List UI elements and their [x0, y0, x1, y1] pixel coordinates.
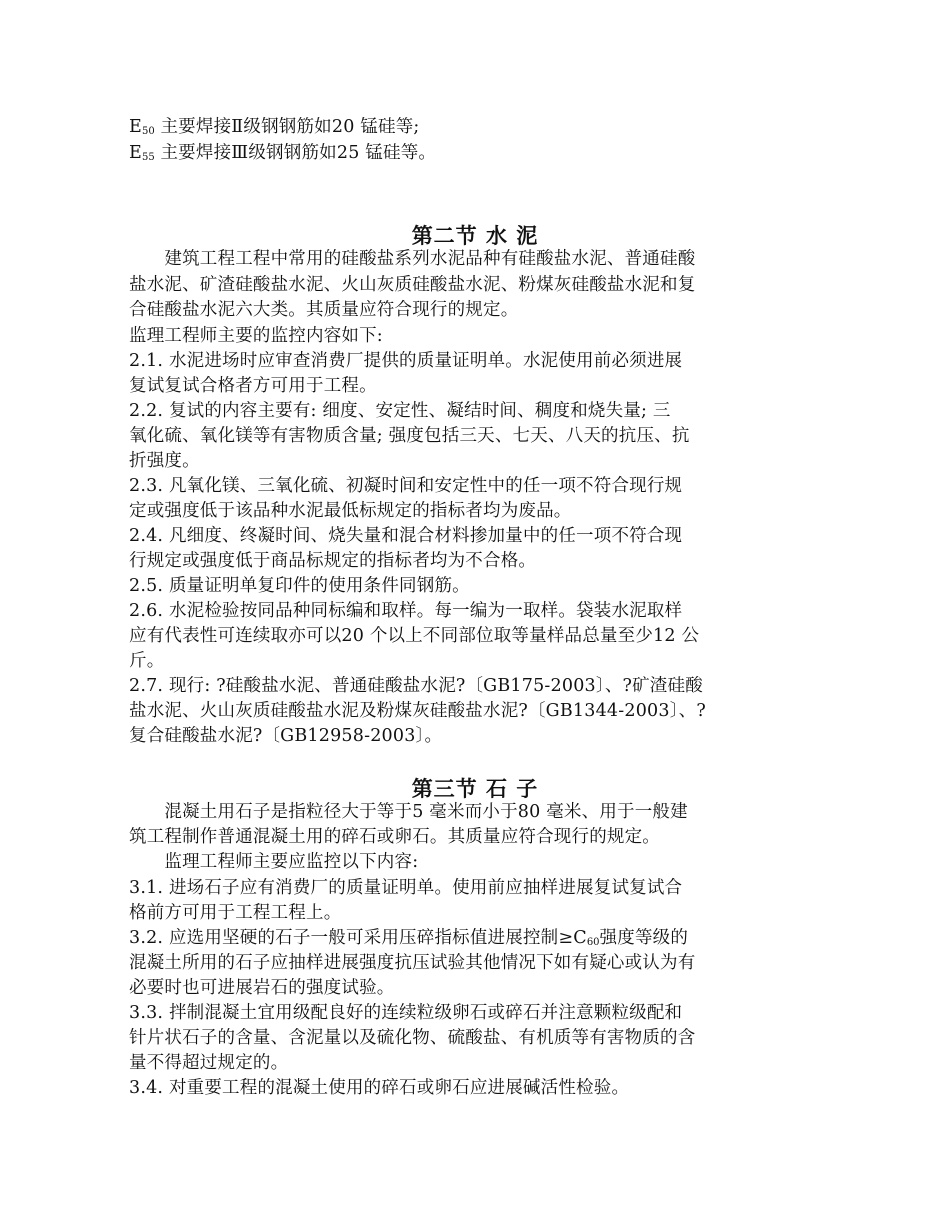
electrode-prefix: E [129, 143, 142, 163]
paragraph-line: 2.6. 水泥检验按同品种同标编和取样。每一编为一取样。袋装水泥取样 [129, 601, 683, 621]
paragraph-line: 2.2. 复试的内容主要有: 细度、安定性、凝结时间、稠度和烧失量; 三 [129, 401, 671, 421]
intro-line-text: 主要焊接Ⅲ级钢钢筋如25 锰硅等。 [154, 143, 437, 163]
paragraph-line: 复合硅酸盐水泥?〔GB12958-2003〕。 [129, 726, 443, 746]
paragraph-line: 混凝土所用的石子应抽样进展强度抗压试验其他情况下如有疑心或认为有 [129, 953, 696, 973]
paragraph-line: 2.7. 现行: ?硅酸盐水泥、普通硅酸盐水泥?〔GB175-2003〕、?矿渣硅酸 [129, 676, 703, 696]
paragraph-line: 斤。 [129, 651, 165, 671]
intro-line-e55 [129, 141, 436, 170]
electrode-subscript: 55 [141, 152, 155, 163]
paragraph-line: 2.4. 凡细度、终凝时间、烧失量和混合材料掺加量中的任一项不符合现 [129, 526, 683, 546]
paragraph-line: 定或强度低于该品种水泥最低标规定的指标者均为废品。 [129, 501, 572, 521]
paragraph-line: 3.3. 拌制混凝土宜用级配良好的连续粒级卵石或碎石并注意颗粒级配和 [129, 1003, 683, 1023]
line-text-after: 强度等级的 [599, 928, 689, 948]
electrode-subscript: 50 [141, 126, 155, 137]
paragraph-line: 3.1. 进场石子应有消费厂的质量证明单。使用前应抽样进展复试复试合 [129, 878, 683, 898]
section-heading-cement: 第二节 水 泥 [411, 223, 539, 248]
intro-line-e50 [129, 115, 420, 144]
paragraph-line: 格前方可用于工程工程上。 [129, 903, 342, 923]
paragraph-line: 2.3. 凡氧化镁、三氧化硫、初凝时间和安定性中的任一项不符合现行规 [129, 476, 683, 496]
line-text-before: 3.2. 应选用坚硬的石子一般可采用压碎指标值进展控制≥C [129, 928, 587, 948]
paragraph-line: 折强度。 [129, 451, 200, 471]
grade-subscript: 60 [586, 937, 600, 948]
paragraph-line: 筑工程制作普通混凝土用的碎石或卵石。其质量应符合现行的规定。 [129, 827, 660, 847]
paragraph-line: 应有代表性可连续取亦可以20 个以上不同部位取等量样品总量至少12 公 [129, 626, 700, 646]
paragraph-line: 针片状石子的含量、含泥量以及硫化物、硫酸盐、有机质等有害物质的含 [129, 1028, 696, 1048]
paragraph-line: 复试复试合格者方可用于工程。 [129, 376, 377, 396]
electrode-prefix: E [129, 117, 142, 137]
paragraph-line: 合硅酸盐水泥六大类。其质量应符合现行的规定。 [129, 300, 519, 320]
paragraph-line: 混凝土用石子是指粒径大于等于5 毫米而小于80 毫米、用于一般建 [129, 802, 688, 822]
paragraph-line: 监理工程师主要的监控内容如下: [129, 326, 383, 346]
paragraph-line: 必要时也可进展岩石的强度试验。 [129, 978, 395, 998]
paragraph-line: 盐水泥、矿渣硅酸盐水泥、火山灰质硅酸盐水泥、粉煤灰硅酸盐水泥和复 [129, 275, 696, 295]
paragraph-line: 量不得超过规定的。 [129, 1053, 289, 1073]
paragraph-line: 建筑工程工程中常用的硅酸盐系列水泥品种有硅酸盐水泥、普通硅酸 [129, 249, 696, 269]
paragraph-line: 2.1. 水泥进场时应审查消费厂提供的质量证明单。水泥使用前必须进展 [129, 351, 683, 371]
paragraph-line: 行规定或强度低于商品标规定的指标者均为不合格。 [129, 551, 537, 571]
section-heading-aggregate: 第三节 石 子 [411, 776, 539, 801]
paragraph-line: 氧化硫、氧化镁等有害物质含量; 强度包括三天、七天、八天的抗压、抗 [129, 426, 690, 446]
paragraph-line: 盐水泥、火山灰质硅酸盐水泥及粉煤灰硅酸盐水泥?〔GB1344-2003〕、? [129, 701, 706, 721]
paragraph-line: 监理工程师主要应监控以下内容: [129, 852, 419, 872]
paragraph-line: 2.5. 质量证明单复印件的使用条件同钢筋。 [129, 576, 470, 596]
intro-line-text: 主要焊接Ⅱ级钢钢筋如20 锰硅等; [154, 117, 420, 137]
paragraph-line: 3.4. 对重要工程的混凝土使用的碎石或卵石应进展碱活性检验。 [129, 1078, 630, 1098]
